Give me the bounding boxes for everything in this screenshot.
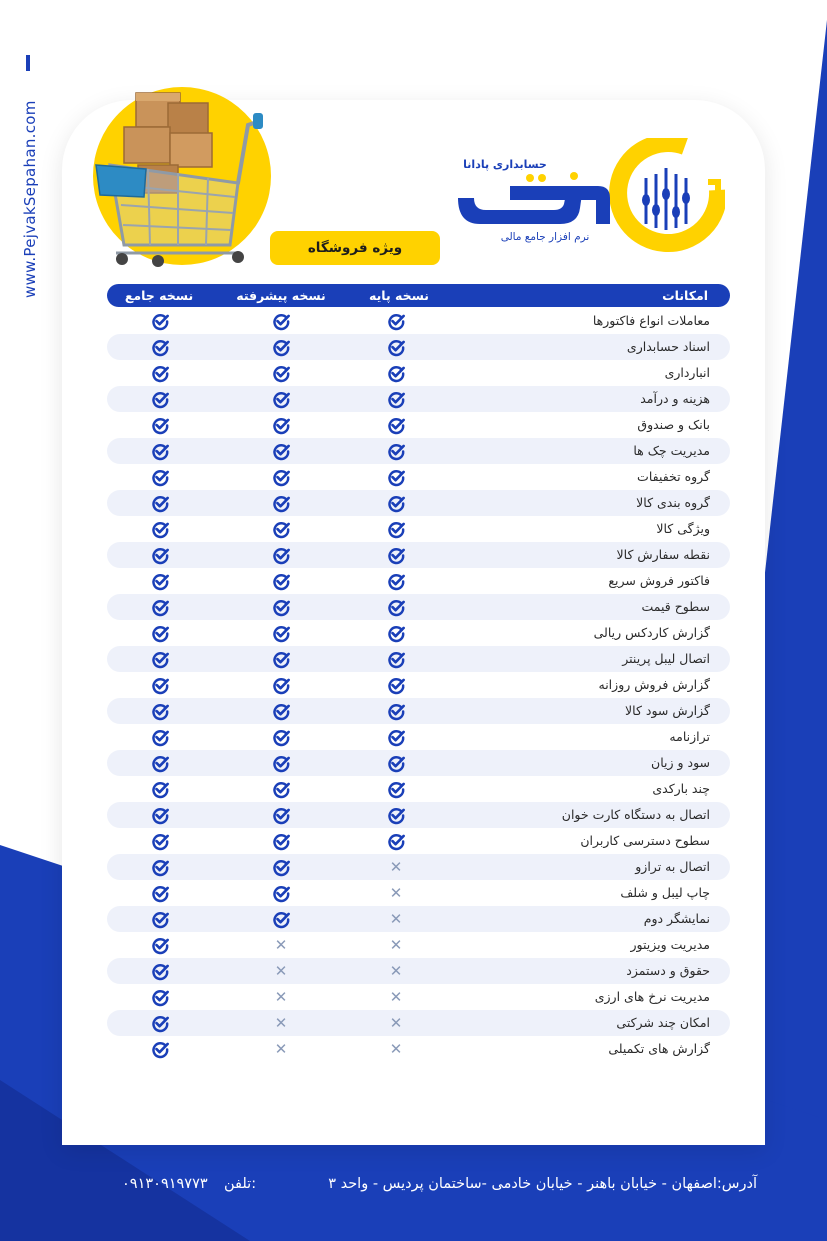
feature-label: هزینه و درآمد: [640, 391, 710, 406]
feature-label: اتصال لیبل پرینتر: [622, 651, 710, 666]
cross-icon-base: ✕: [389, 935, 403, 954]
check-icon-advanced: [270, 908, 292, 930]
header-features: امکانات: [662, 288, 708, 303]
feature-label: گزارش فروش روزانه: [598, 677, 710, 692]
check-icon-full: [149, 414, 171, 436]
website-url[interactable]: www.PejvakSepahan.com: [21, 100, 39, 298]
feature-label: نمایشگر دوم: [643, 911, 710, 926]
cross-icon-advanced: ✕: [274, 961, 288, 980]
table-row: [107, 568, 730, 594]
logo-tagline-top: حسابداری پادانا: [463, 158, 547, 171]
check-icon-full: [149, 804, 171, 826]
check-icon-full: [149, 674, 171, 696]
table-row: [107, 308, 730, 334]
feature-label: گزارش سود کالا: [625, 703, 710, 718]
table-row: [107, 724, 730, 750]
check-icon-base: [385, 466, 407, 488]
table-row: [107, 906, 730, 932]
check-icon-full: [149, 830, 171, 852]
logo-tagline-bottom: نرم افزار جامع مالی: [500, 231, 590, 243]
footer-address: آدرس:اصفهان - خیابان باهنر - خیابان خادمی -ساختمان پردیس - واحد ۳: [328, 1176, 757, 1192]
check-icon-full: [149, 752, 171, 774]
table-row: [107, 984, 730, 1010]
table-row: [107, 386, 730, 412]
check-icon-base: [385, 648, 407, 670]
check-icon-base: [385, 830, 407, 852]
feature-label: ترازنامه: [669, 729, 710, 744]
check-icon-advanced: [270, 544, 292, 566]
cross-icon-advanced: ✕: [274, 1013, 288, 1032]
feature-label: گزارش کاردکس ریالی: [593, 625, 710, 640]
header-advanced-edition: نسخه پیشرفته: [236, 288, 326, 303]
check-icon-base: [385, 414, 407, 436]
check-icon-full: [149, 570, 171, 592]
check-icon-full: [149, 882, 171, 904]
check-icon-base: [385, 440, 407, 462]
check-icon-advanced: [270, 830, 292, 852]
feature-label: مدیریت ویزیتور: [630, 937, 710, 952]
cross-icon-advanced: ✕: [274, 987, 288, 1006]
check-icon-advanced: [270, 726, 292, 748]
check-icon-advanced: [270, 804, 292, 826]
check-icon-full: [149, 518, 171, 540]
check-icon-advanced: [270, 622, 292, 644]
check-icon-full: [149, 388, 171, 410]
check-icon-advanced: [270, 466, 292, 488]
company-logo: [450, 138, 725, 253]
check-icon-full: [149, 466, 171, 488]
check-icon-advanced: [270, 882, 292, 904]
check-icon-advanced: [270, 570, 292, 592]
table-row: [107, 490, 730, 516]
check-icon-full: [149, 362, 171, 384]
table-row: [107, 360, 730, 386]
check-icon-advanced: [270, 518, 292, 540]
check-icon-advanced: [270, 492, 292, 514]
feature-label: بانک و صندوق: [637, 417, 710, 432]
check-icon-base: [385, 336, 407, 358]
check-icon-full: [149, 544, 171, 566]
check-icon-advanced: [270, 674, 292, 696]
check-icon-advanced: [270, 700, 292, 722]
feature-label: ویژگی کالا: [656, 521, 710, 536]
check-icon-base: [385, 310, 407, 332]
feature-label: امکان چند شرکتی: [616, 1015, 710, 1030]
header-full-edition: نسخه جامع: [124, 288, 194, 303]
cross-icon-base: ✕: [389, 1013, 403, 1032]
check-icon-advanced: [270, 648, 292, 670]
check-icon-full: [149, 622, 171, 644]
check-icon-advanced: [270, 596, 292, 618]
check-icon-full: [149, 778, 171, 800]
table-row: [107, 1010, 730, 1036]
table-row: [107, 464, 730, 490]
feature-label: حقوق و دستمزد: [626, 963, 710, 978]
table-row: [107, 412, 730, 438]
check-icon-base: [385, 544, 407, 566]
table-row: [107, 932, 730, 958]
feature-label: سطوح قیمت: [641, 599, 710, 614]
check-icon-full: [149, 1012, 171, 1034]
feature-label: اتصال به ترازو: [635, 859, 710, 874]
table-row: [107, 594, 730, 620]
check-icon-full: [149, 336, 171, 358]
check-icon-full: [149, 960, 171, 982]
feature-label: مدیریت نرخ های ارزی: [594, 989, 710, 1004]
check-icon-advanced: [270, 856, 292, 878]
check-icon-full: [149, 986, 171, 1008]
check-icon-base: [385, 570, 407, 592]
store-edition-badge: ویژه فروشگاه: [270, 231, 440, 265]
table-row: [107, 620, 730, 646]
feature-label: مدیریت چک ها: [633, 443, 710, 458]
check-icon-full: [149, 726, 171, 748]
check-icon-full: [149, 908, 171, 930]
table-row: [107, 438, 730, 464]
check-icon-base: [385, 700, 407, 722]
cross-icon-base: ✕: [389, 961, 403, 980]
cross-icon-base: ✕: [389, 883, 403, 902]
check-icon-base: [385, 362, 407, 384]
features-table-body: [107, 308, 730, 1062]
table-row: [107, 776, 730, 802]
table-row: [107, 698, 730, 724]
table-row: [107, 646, 730, 672]
check-icon-advanced: [270, 388, 292, 410]
feature-label: معاملات انواع فاکتورها: [592, 313, 710, 328]
table-row: [107, 958, 730, 984]
check-icon-base: [385, 622, 407, 644]
feature-label: فاکتور فروش سریع: [608, 573, 710, 588]
header-base-edition: نسخه پایه: [368, 288, 430, 303]
check-icon-full: [149, 934, 171, 956]
check-icon-full: [149, 596, 171, 618]
feature-label: سود و زیان: [651, 755, 710, 770]
feature-label: چاپ لیبل و شلف: [620, 885, 710, 900]
check-icon-advanced: [270, 310, 292, 332]
cross-icon-advanced: ✕: [274, 935, 288, 954]
table-row: [107, 750, 730, 776]
table-row: [107, 334, 730, 360]
check-icon-base: [385, 596, 407, 618]
check-icon-full: [149, 310, 171, 332]
check-icon-advanced: [270, 336, 292, 358]
check-icon-base: [385, 778, 407, 800]
table-row: [107, 880, 730, 906]
table-row: [107, 802, 730, 828]
check-icon-base: [385, 752, 407, 774]
cross-icon-base: ✕: [389, 987, 403, 1006]
check-icon-full: [149, 492, 171, 514]
cross-icon-base: ✕: [389, 857, 403, 876]
feature-label: چند بارکدی: [652, 781, 710, 796]
check-icon-base: [385, 726, 407, 748]
feature-label: اتصال به دستگاه کارت خوان: [561, 807, 710, 822]
check-icon-advanced: [270, 414, 292, 436]
cross-icon-base: ✕: [389, 909, 403, 928]
feature-label: نقطه سفارش کالا: [616, 547, 710, 562]
shopping-cart-icon: [88, 85, 278, 270]
check-icon-full: [149, 648, 171, 670]
check-icon-advanced: [270, 440, 292, 462]
feature-label: سطوح دسترسی کاربران: [580, 833, 710, 848]
feature-label: گروه تخفیفات: [637, 469, 710, 484]
check-icon-advanced: [270, 778, 292, 800]
footer-phone[interactable]: ۰۹۱۳۰۹۱۹۷۷۳: [122, 1176, 208, 1192]
footer-phone-label: تلفن:: [224, 1176, 257, 1192]
table-row: [107, 854, 730, 880]
table-row: [107, 1036, 730, 1062]
check-icon-advanced: [270, 752, 292, 774]
check-icon-full: [149, 1038, 171, 1060]
check-icon-base: [385, 674, 407, 696]
check-icon-full: [149, 856, 171, 878]
table-row: [107, 828, 730, 854]
table-row: [107, 672, 730, 698]
features-table-header: [107, 284, 730, 307]
table-row: [107, 542, 730, 568]
cross-icon-base: ✕: [389, 1039, 403, 1058]
check-icon-base: [385, 388, 407, 410]
check-icon-advanced: [270, 362, 292, 384]
feature-label: اسناد حسابداری: [626, 339, 710, 354]
check-icon-base: [385, 804, 407, 826]
table-row: [107, 516, 730, 542]
check-icon-base: [385, 492, 407, 514]
check-icon-base: [385, 518, 407, 540]
feature-label: گروه بندی کالا: [636, 495, 710, 510]
feature-label: انبارداری: [664, 365, 710, 380]
cross-icon-advanced: ✕: [274, 1039, 288, 1058]
check-icon-full: [149, 700, 171, 722]
feature-label: گزارش های تکمیلی: [608, 1041, 710, 1056]
check-icon-full: [149, 440, 171, 462]
